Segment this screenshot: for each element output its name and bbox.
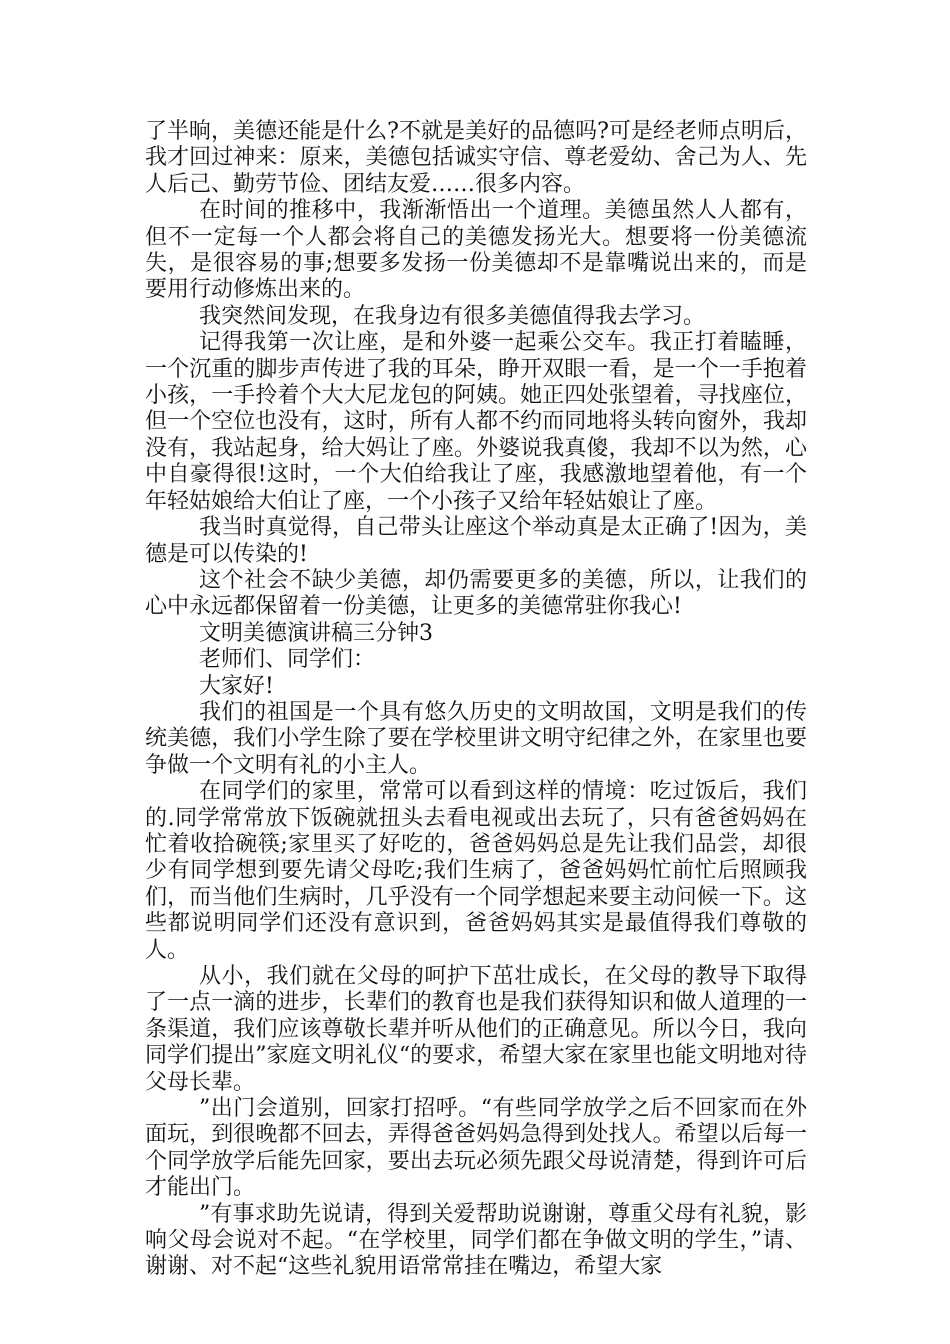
greeting: 大家好! [199, 673, 274, 699]
paragraph-10: 我们的祖国是一个具有悠久历史的文明故国，文明是我们的传统美德，我们小学生除了要在学校里讲文明守纪律之外，在家里也要争做一个文明有礼的小主人。 [145, 699, 807, 778]
paragraph-5: 我当时真觉得，自己带头让座这个举动真是太正确了!因为，美德是可以传染的! [145, 515, 807, 567]
paragraph-3: 我突然间发现，在我身边有很多美德值得我去学习。 [199, 303, 706, 329]
paragraph-11: 在同学们的家里，常常可以看到这样的情境：吃过饭后，我们的.同学常常放下饭碗就扭头去看电视或出去玩了，只有爸爸妈妈在忙着收拾碗筷;家里买了好吃的，爸爸妈妈总是先让我们品尝，却很少有同学想到要先请父母吃;我们生病了，爸爸妈妈忙前忙后照顾我们，而当他们生病时，几乎没有一个同学想起来要主动问候一下。这些都说明同学们还没有意识到，爸爸妈妈其实是最值得我们尊敬的人。 [145, 779, 807, 963]
section-title: 文明美德演讲稿三分钟3 [199, 620, 433, 646]
paragraph-14: ”有事求助先说请，得到关爱帮助说谢谢，尊重父母有礼貌，影响父母会说对不起。“在学校里，同学们都在争做文明的学生，”请、谢谢、对不起“这些礼貌用语常常挂在嘴边，希望大家 [145, 1201, 807, 1280]
paragraph-12: 从小，我们就在父母的呵护下茁壮成长，在父母的教导下取得了一点一滴的进步，长辈们的教育也是我们获得知识和做人道理的一条渠道，我们应该尊敬长辈并听从他们的正确意见。所以今日，我向同学们提出”家庭文明礼仪“的要求，希望大家在家里也能文明地对待父母长辈。 [145, 964, 807, 1095]
paragraph-2: 在时间的推移中，我渐渐悟出一个道理。美德虽然人人都有，但不一定每一个人都会将自己的美德发扬光大。想要将一份美德流失，是很容易的事;想要多发扬一份美德却不是靠嘴说出来的，而是要用行动修炼出来的。 [145, 198, 807, 303]
paragraph-13: ”出门会道别，回家打招呼。“有些同学放学之后不回家而在外面玩，到很晚都不回去，弄得爸爸妈妈急得到处找人。希望以后每一个同学放学后能先回家，要出去玩必须先跟父母说清楚，得到许可后才能出门。 [145, 1096, 807, 1201]
document-body [145, 119, 807, 1281]
paragraph-4: 记得我第一次让座，是和外婆一起乘公交车。我正打着瞌睡，一个沉重的脚步声传进了我的耳朵，睁开双眼一看，是一个一手抱着小孩，一手拎着个大大尼龙包的阿姨。她正四处张望着，寻找座位，但一个空位也没有，这时，所有人都不约而同地将头转向窗外，我却没有，我站起身，给大妈让了座。外婆说我真傻，我却不以为然，心中自豪得很!这时，一个大伯给我让了座，我感激地望着他，有一个年轻姑娘给大伯让了座，一个小孩子又给年轻姑娘让了座。 [145, 330, 807, 514]
paragraph-1: 了半晌，美德还能是什么?不就是美好的品德吗?可是经老师点明后，我才回过神来：原来，美德包括诚实守信、尊老爱幼、舍己为人、先人后己、勤劳节俭、团结友爱……很多内容。 [145, 119, 807, 197]
salutation: 老师们、同学们： [199, 647, 376, 673]
paragraph-6: 这个社会不缺少美德，却仍需要更多的美德，所以，让我们的心中永远都保留着一份美德，让更多的美德常驻你我心! [145, 567, 807, 620]
